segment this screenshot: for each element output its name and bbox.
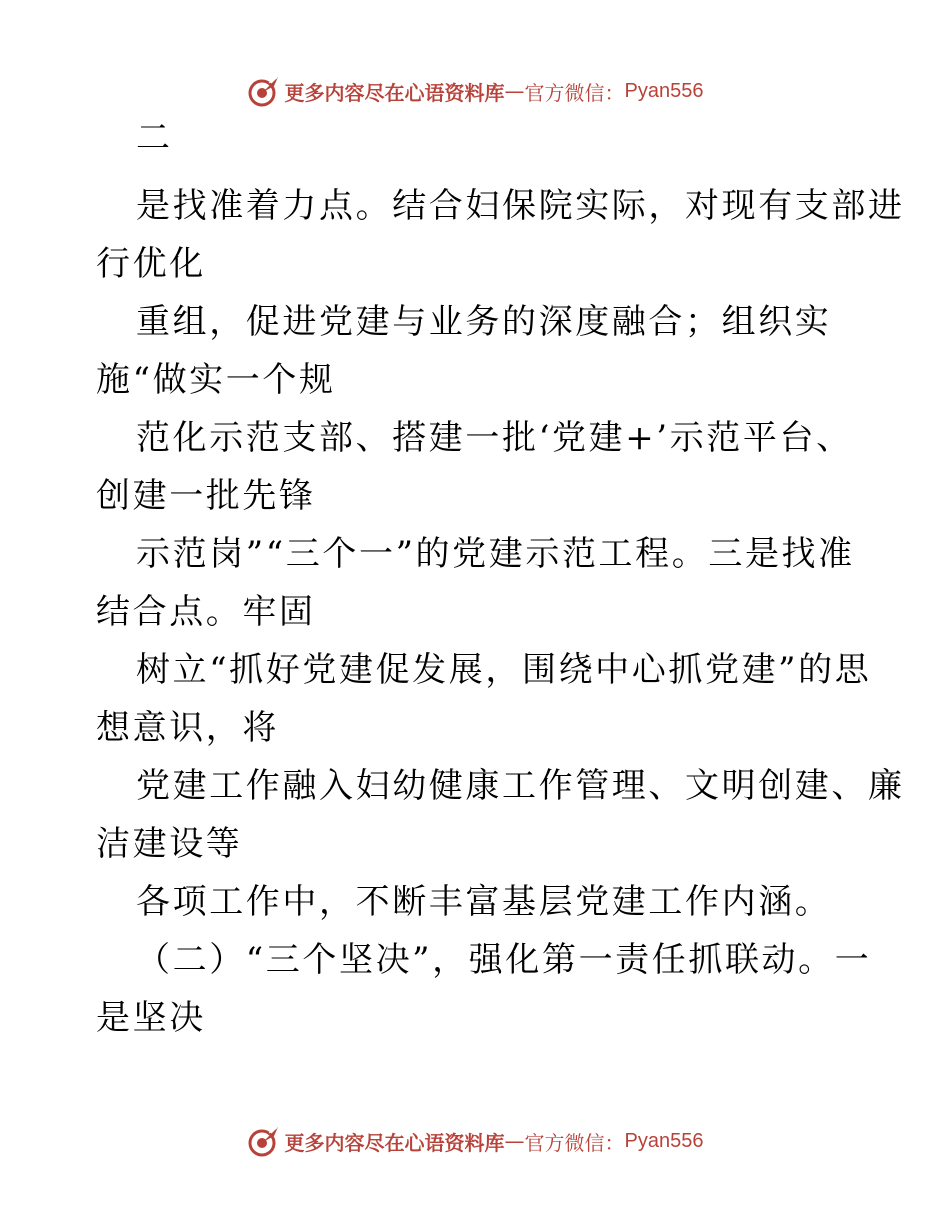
watermark-wechat-label: 官方微信： bbox=[524, 80, 625, 105]
watermark-brand: 更多内容尽在心语资料库 bbox=[284, 80, 505, 105]
text-line: 结合点。牢固 bbox=[96, 592, 316, 632]
text-line: 范化示范支部、搭建一批‘党建+’示范平台、 bbox=[136, 418, 853, 458]
watermark-wechat-label: 官方微信： bbox=[524, 1130, 625, 1155]
text-line: 二 bbox=[136, 118, 173, 158]
quill-logo-icon bbox=[247, 1124, 281, 1158]
text-line: 是坚决 bbox=[96, 998, 206, 1038]
quill-logo-icon bbox=[247, 74, 281, 108]
text-line: 洁建设等 bbox=[96, 824, 243, 864]
watermark-dash: — bbox=[504, 1129, 525, 1153]
text-line: 创建一批先锋 bbox=[96, 476, 316, 516]
text-line: 示范岗”“三个一”的党建示范工程。三是找准 bbox=[136, 534, 855, 574]
text-line: 党建工作融入妇幼健康工作管理、文明创建、廉 bbox=[136, 766, 905, 806]
text-line: 是找准着力点。结合妇保院实际，对现有支部进 bbox=[136, 186, 905, 226]
text-line: 行优化 bbox=[96, 244, 206, 284]
text-line: 想意识，将 bbox=[96, 708, 279, 748]
footer-watermark bbox=[0, 1121, 950, 1161]
text-line: 各项工作中，不断丰富基层党建工作内涵。 bbox=[136, 882, 832, 922]
watermark-dash: — bbox=[504, 79, 525, 103]
watermark-brand: 更多内容尽在心语资料库 bbox=[284, 1130, 505, 1155]
text-line: （二）“三个坚决”，强化第一责任抓联动。一 bbox=[136, 940, 872, 980]
text-line: 树立“抓好党建促发展，围绕中心抓党建”的思 bbox=[136, 650, 872, 690]
header-watermark bbox=[0, 71, 950, 111]
watermark-wechat-id: Pyan556 bbox=[624, 1129, 704, 1152]
watermark-wechat-id: Pyan556 bbox=[624, 79, 704, 102]
text-line: 施“做实一个规 bbox=[96, 360, 336, 400]
text-line: 重组，促进党建与业务的深度融合；组织实 bbox=[136, 302, 832, 342]
